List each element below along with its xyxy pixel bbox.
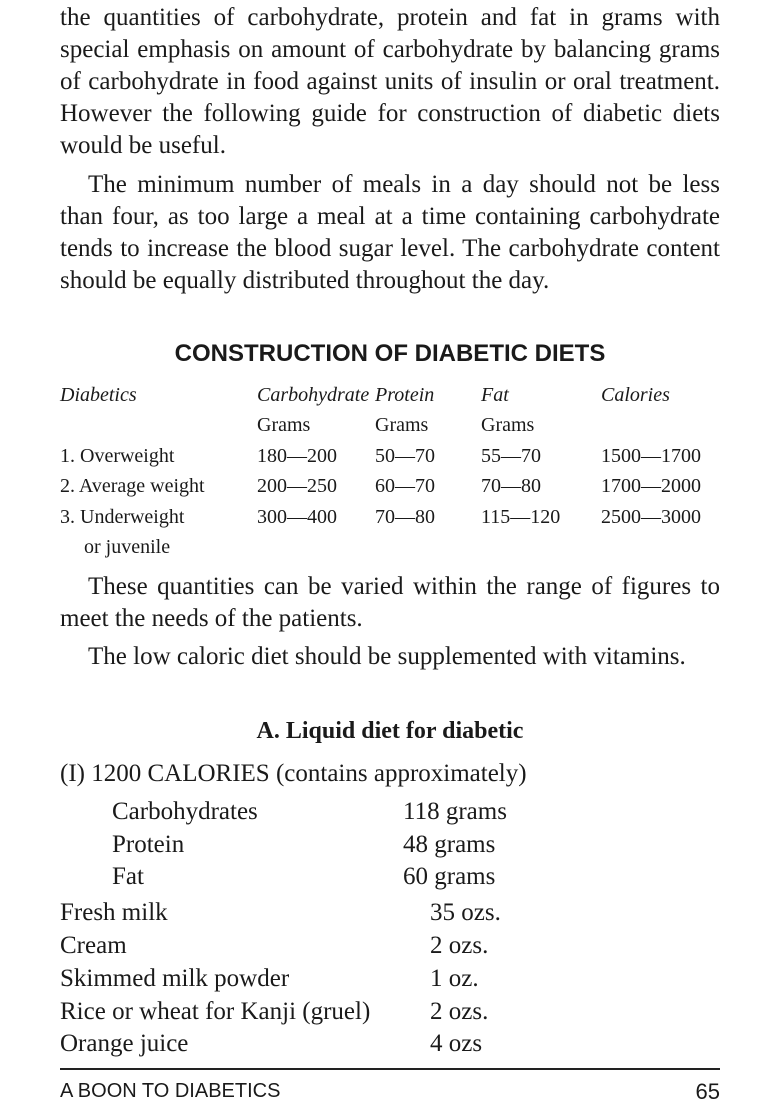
row-label: 3. Underweight <box>60 505 185 528</box>
header-diabetics: Diabetics <box>60 383 137 406</box>
ingredient-name: Skimmed milk powder <box>60 965 290 992</box>
cell-fat: 70—80 <box>481 475 541 498</box>
cell-carb: 180—200 <box>257 444 337 467</box>
page-number: 65 <box>695 1079 720 1104</box>
header-fat: Fat <box>481 383 509 406</box>
footer-divider <box>60 1068 720 1070</box>
paragraph-2 <box>60 169 720 297</box>
cell-fat: 55—70 <box>481 444 541 467</box>
section-subheading: (I) 1200 CALORIES (contains approximately) <box>60 760 527 787</box>
table-row <box>60 472 720 503</box>
paragraph-text: the quantities of carbohydrate, protein and fat in grams with special emphasis on amount of carbohydrate by balancing grams of carbohydrate in food against units of insulin or oral treatment. However the following guide for construction of diabetic diets would be useful. <box>60 4 720 159</box>
cell-calories: 1500—1700 <box>601 444 701 467</box>
section-heading: A. Liquid diet for diabetic <box>256 718 524 744</box>
table-row-continuation <box>60 533 720 564</box>
nutrient-amount: 48 grams <box>403 831 496 858</box>
cell-calories: 2500—3000 <box>601 505 701 528</box>
nutrient-name: Carbohydrates <box>112 798 258 825</box>
footer-book-title: A BOON TO DIABETICS <box>60 1080 281 1102</box>
paragraph-3 <box>60 571 720 635</box>
ingredient-name: Fresh milk <box>60 899 168 926</box>
paragraph-text: These quantities can be varied within the range of figures to meet the needs of the patients. <box>60 573 720 632</box>
row-label: 2. Average weight <box>60 475 205 498</box>
paragraph-text: The low caloric diet should be supplemented with vitamins. <box>88 643 686 670</box>
diet-table <box>60 380 720 563</box>
ingredient-name: Cream <box>60 932 127 959</box>
nutrient-amount: 118 grams <box>403 798 507 825</box>
cell-protein: 70—80 <box>375 505 435 528</box>
table-row <box>60 441 720 472</box>
cell-protein: 60—70 <box>375 475 435 498</box>
ingredient-amount: 2 ozs. <box>430 998 489 1025</box>
ingredient-name: Rice or wheat for Kanji (gruel) <box>60 998 371 1025</box>
ingredient-amount: 2 ozs. <box>430 932 489 959</box>
paragraph-4 <box>60 641 720 673</box>
cell-carb: 200—250 <box>257 475 337 498</box>
cell-protein: 50—70 <box>375 444 435 467</box>
nutrient-name: Fat <box>112 863 144 890</box>
unit-carbohydrate: Grams <box>257 414 311 437</box>
cell-calories: 1700—2000 <box>601 475 701 498</box>
table-header-row <box>60 380 720 411</box>
ingredient-name: Orange juice <box>60 1030 189 1057</box>
ingredient-amount: 35 ozs. <box>430 899 501 926</box>
unit-protein: Grams <box>375 414 429 437</box>
ingredient-amount: 4 ozs <box>430 1030 483 1057</box>
ingredient-amount: 1 oz. <box>430 965 479 992</box>
paragraph-1 <box>60 2 720 162</box>
paragraph-text: The minimum number of meals in a day should not be less than four, as too large a meal at a time containing carbohydrate tends to increase the blood sugar level. The carbohydrate content should be equally distributed throughout the day. <box>60 171 720 294</box>
unit-fat: Grams <box>481 414 535 437</box>
row-label-continued: or juvenile <box>84 536 171 559</box>
header-carbohydrate: Carbohydrate <box>257 383 370 406</box>
nutrient-name: Protein <box>112 831 185 858</box>
header-protein: Protein <box>375 383 435 406</box>
cell-fat: 115—120 <box>481 505 561 528</box>
nutrient-amount: 60 grams <box>403 863 496 890</box>
table-title: CONSTRUCTION OF DIABETIC DIETS <box>174 340 606 367</box>
header-calories: Calories <box>601 383 670 406</box>
table-row <box>60 502 720 533</box>
table-units-row <box>60 411 720 442</box>
row-label: 1. Overweight <box>60 444 175 467</box>
cell-carb: 300—400 <box>257 505 337 528</box>
